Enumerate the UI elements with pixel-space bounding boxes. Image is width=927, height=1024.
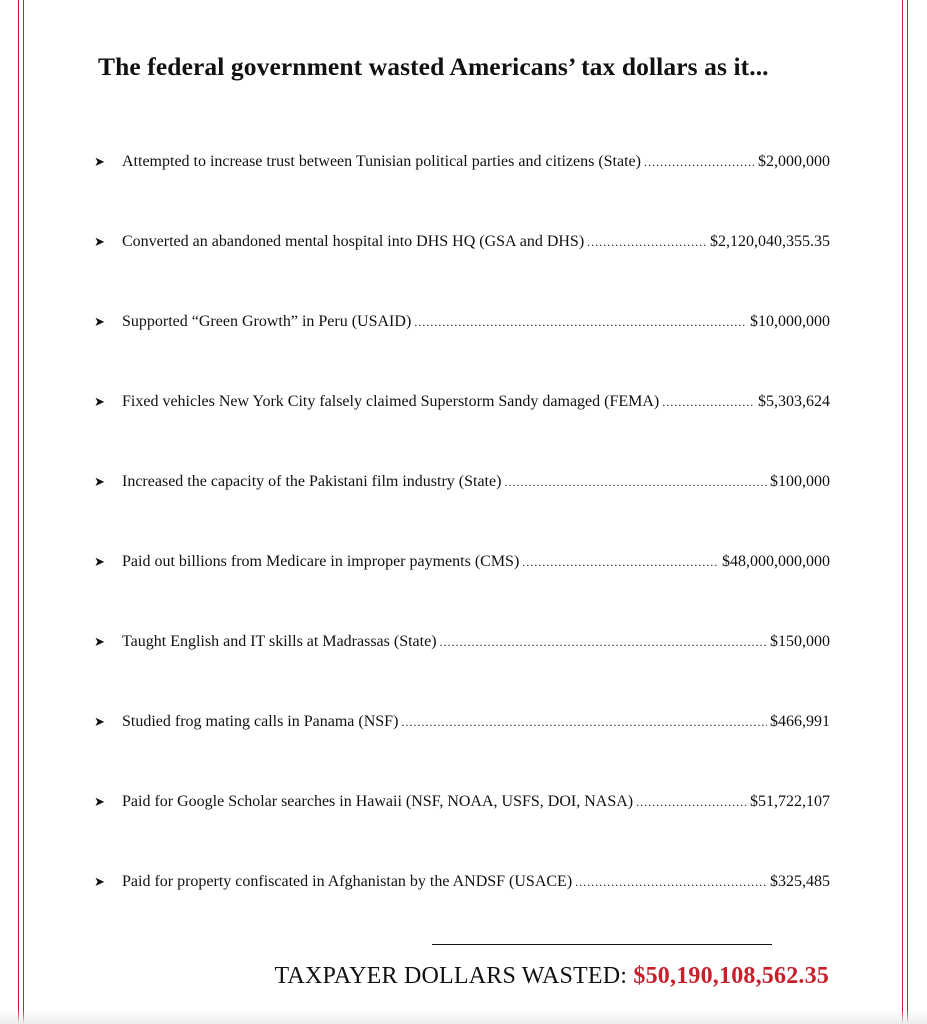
arrowhead-bullet-icon: ➤ bbox=[94, 554, 105, 569]
item-amount: $325,485 bbox=[770, 873, 830, 890]
list-item bbox=[94, 870, 830, 950]
item-description: Attempted to increase trust between Tunisian political parties and citizens (State) bbox=[122, 153, 641, 170]
item-amount: $10,000,000 bbox=[750, 313, 830, 330]
waste-list bbox=[94, 150, 830, 950]
arrowhead-bullet-icon: ➤ bbox=[94, 794, 105, 809]
list-item bbox=[94, 790, 830, 870]
list-item bbox=[94, 390, 830, 470]
arrowhead-bullet-icon: ➤ bbox=[94, 714, 105, 729]
total-label: TAXPAYER DOLLARS WASTED: bbox=[274, 963, 628, 989]
total-divider bbox=[432, 944, 772, 945]
page-title: The federal government wasted Americans’ tax dollars as it... bbox=[98, 52, 769, 81]
item-description: Paid for Google Scholar searches in Hawaii (NSF, NOAA, USFS, DOI, NASA) bbox=[122, 793, 634, 810]
list-item bbox=[94, 630, 830, 710]
item-amount: $2,000,000 bbox=[758, 153, 830, 170]
item-amount: $48,000,000,000 bbox=[722, 553, 830, 570]
item-amount: $2,120,040,355.35 bbox=[710, 233, 830, 250]
arrowhead-bullet-icon: ➤ bbox=[94, 634, 105, 649]
dot-leader bbox=[587, 230, 707, 254]
item-description: Increased the capacity of the Pakistani film industry (State) bbox=[122, 473, 502, 490]
total-value: $50,190,108,562.35 bbox=[633, 963, 829, 989]
list-item bbox=[94, 710, 830, 790]
item-description: Taught English and IT skills at Madrassas (State) bbox=[122, 633, 437, 650]
item-amount: $51,722,107 bbox=[750, 793, 830, 810]
page-border-left bbox=[18, 0, 24, 1024]
arrowhead-bullet-icon: ➤ bbox=[94, 154, 105, 169]
arrowhead-bullet-icon: ➤ bbox=[94, 474, 105, 489]
dot-leader bbox=[636, 790, 747, 814]
item-amount: $100,000 bbox=[770, 473, 830, 490]
item-description: Studied frog mating calls in Panama (NSF) bbox=[122, 713, 399, 730]
page-bottom-shadow bbox=[0, 1010, 927, 1024]
dot-leader bbox=[414, 310, 747, 334]
list-item bbox=[94, 470, 830, 550]
arrowhead-bullet-icon: ➤ bbox=[94, 874, 105, 889]
dot-leader bbox=[504, 470, 767, 494]
arrowhead-bullet-icon: ➤ bbox=[94, 234, 105, 249]
total-line bbox=[274, 963, 829, 990]
dot-leader bbox=[522, 550, 719, 574]
item-description: Paid out billions from Medicare in improper payments (CMS) bbox=[122, 553, 520, 570]
item-amount: $5,303,624 bbox=[758, 393, 830, 410]
item-description: Converted an abandoned mental hospital into DHS HQ (GSA and DHS) bbox=[122, 233, 585, 250]
item-description: Paid for property confiscated in Afghanistan by the ANDSF (USACE) bbox=[122, 873, 573, 890]
item-amount: $466,991 bbox=[770, 713, 830, 730]
item-amount: $150,000 bbox=[770, 633, 830, 650]
arrowhead-bullet-icon: ➤ bbox=[94, 314, 105, 329]
arrowhead-bullet-icon: ➤ bbox=[94, 394, 105, 409]
list-item bbox=[94, 150, 830, 230]
dot-leader bbox=[440, 630, 767, 654]
dot-leader bbox=[662, 390, 755, 414]
item-description: Fixed vehicles New York City falsely claimed Superstorm Sandy damaged (FEMA) bbox=[122, 393, 660, 410]
list-item bbox=[94, 230, 830, 310]
page-border-right bbox=[902, 0, 908, 1024]
list-item bbox=[94, 310, 830, 390]
dot-leader bbox=[401, 710, 767, 734]
dot-leader bbox=[644, 150, 755, 174]
list-item bbox=[94, 550, 830, 630]
dot-leader bbox=[575, 870, 767, 894]
item-description: Supported “Green Growth” in Peru (USAID) bbox=[122, 313, 412, 330]
